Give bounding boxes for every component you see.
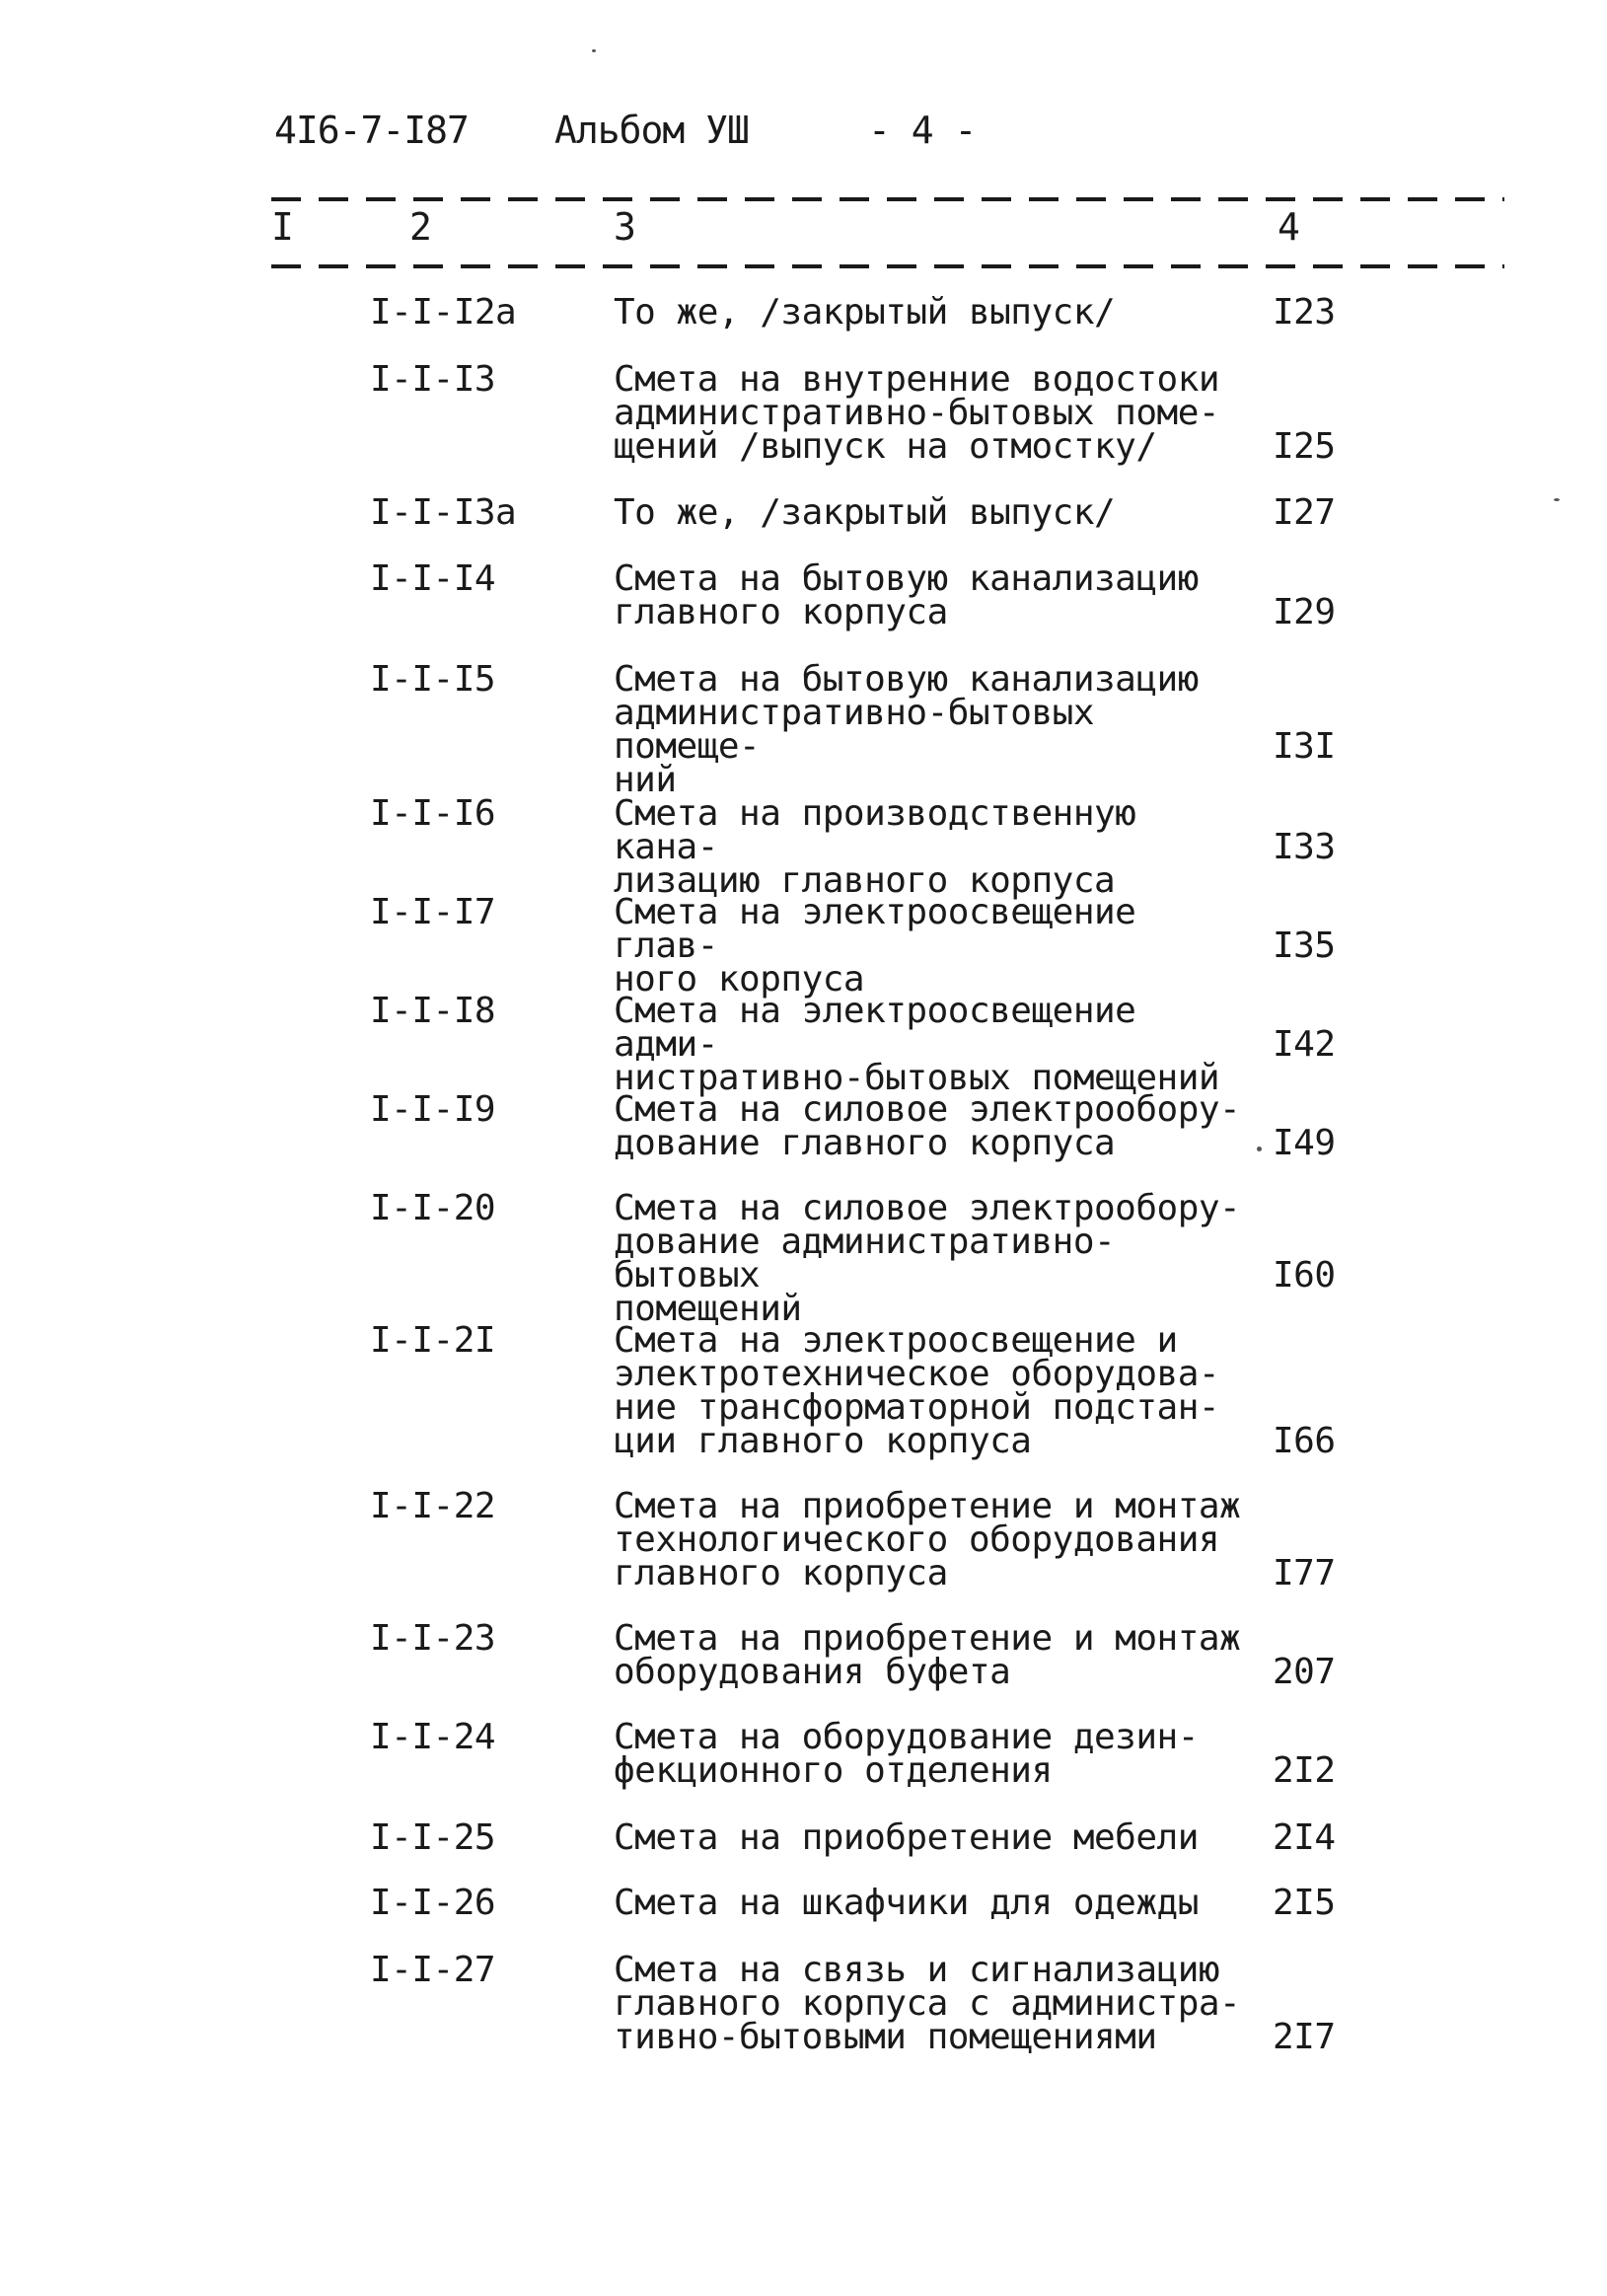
row-description: Смета на шкафчики для одежды — [614, 1883, 1199, 1923]
row-page: I60 — [1273, 1255, 1336, 1296]
row-page: 207 — [1273, 1652, 1336, 1692]
row-description: Смета на связь и сигнализацию главного корпуса с администра- тивно-бытовыми помещениями — [614, 1950, 1241, 2057]
row-description: Смета на силовое электрообору- дование главного корпуса — [614, 1089, 1241, 1163]
table-row — [0, 1817, 1607, 1858]
row-code: I-I-I4 — [370, 558, 496, 599]
row-description: Смета на приобретение и монтаж технологического оборудования главного корпуса — [614, 1486, 1241, 1593]
table-row — [0, 1089, 1607, 1163]
column-2-header: 2 — [409, 205, 432, 249]
table-row — [0, 1320, 1607, 1461]
table-row — [0, 492, 1607, 533]
row-code: I-I-I6 — [370, 793, 496, 834]
row-page: I35 — [1273, 926, 1336, 966]
table-row — [0, 1486, 1607, 1593]
row-code: I-I-I7 — [370, 892, 496, 932]
column-4-header: 4 — [1278, 205, 1300, 249]
row-code: I-I-27 — [370, 1950, 496, 1990]
row-description: Смета на оборудование дезин- фекционного отделения — [614, 1717, 1199, 1791]
row-page: I23 — [1273, 292, 1336, 333]
table-row — [0, 1717, 1607, 1791]
row-page: I42 — [1273, 1024, 1336, 1065]
table-row — [0, 1618, 1607, 1692]
table-row — [0, 793, 1607, 901]
scan-speck — [1257, 1147, 1262, 1151]
row-code: I-I-I5 — [370, 659, 496, 700]
row-description: Смета на электроосвещение и электротехническое оборудова- ние трансформаторной подстан- ции главного корпуса — [614, 1320, 1220, 1461]
row-page: I33 — [1273, 827, 1336, 867]
row-code: I-I-I3а — [370, 492, 517, 533]
row-description: Смета на приобретение мебели — [614, 1817, 1199, 1858]
row-description: Смета на электроосвещение глав- ного корпуса — [614, 892, 1136, 1000]
table-row — [0, 359, 1607, 467]
column-1-header: I — [271, 205, 294, 249]
row-page: I3I — [1273, 726, 1336, 767]
table-top-rule — [271, 197, 1504, 201]
row-page: I29 — [1273, 592, 1336, 632]
table-row — [0, 991, 1607, 1098]
table-row — [0, 892, 1607, 1000]
row-description: Смета на бытовую канализацию главного корпуса — [614, 558, 1199, 632]
table-row — [0, 1188, 1607, 1329]
row-page: I77 — [1273, 1553, 1336, 1593]
row-code: I-I-22 — [370, 1486, 496, 1526]
row-code: I-I-I8 — [370, 991, 496, 1031]
scan-speck — [1554, 498, 1560, 501]
row-code: I-I-25 — [370, 1817, 496, 1858]
row-description: То же, /закрытый выпуск/ — [614, 292, 1116, 333]
row-description: Смета на силовое электрообору- дование административно-бытовых помещений — [614, 1188, 1241, 1329]
table-header-rule — [271, 264, 1504, 268]
table-row — [0, 1883, 1607, 1923]
row-page: 2I5 — [1273, 1883, 1336, 1923]
document-number: 4I6-7-I87 — [274, 109, 469, 152]
row-code: I-I-20 — [370, 1188, 496, 1228]
row-code: I-I-I9 — [370, 1089, 496, 1130]
row-page: I49 — [1273, 1123, 1336, 1163]
row-page: 2I4 — [1273, 1817, 1336, 1858]
row-page: I66 — [1273, 1421, 1336, 1461]
row-code: I-I-23 — [370, 1618, 496, 1659]
album-label: Альбом УШ — [554, 109, 749, 152]
table-row — [0, 292, 1607, 333]
row-code: I-I-24 — [370, 1717, 496, 1757]
row-description: Смета на приобретение и монтаж оборудования буфета — [614, 1618, 1241, 1692]
row-page: I27 — [1273, 492, 1336, 533]
row-page: 2I2 — [1273, 1750, 1336, 1791]
row-description: Смета на бытовую канализацию административно-бытовых помеще- ний — [614, 659, 1199, 800]
page-number: - 4 - — [868, 109, 977, 152]
row-code: I-I-2I — [370, 1320, 496, 1361]
column-3-header: 3 — [614, 205, 636, 249]
table-row — [0, 558, 1607, 632]
row-description: Смета на внутренние водостоки административно-бытовых поме- щений /выпуск на отмостку/ — [614, 359, 1220, 467]
table-row — [0, 1950, 1607, 2057]
row-description: Смета на производственную кана- лизацию главного корпуса — [614, 793, 1136, 901]
row-page: 2I7 — [1273, 2017, 1336, 2057]
row-code: I-I-I3 — [370, 359, 496, 400]
row-description: Смета на электроосвещение адми- нистративно-бытовых помещений — [614, 991, 1220, 1098]
row-page: I25 — [1273, 426, 1336, 467]
table-row — [0, 659, 1607, 800]
row-code: I-I-26 — [370, 1883, 496, 1923]
row-description: То же, /закрытый выпуск/ — [614, 492, 1116, 533]
row-code: I-I-I2а — [370, 292, 517, 333]
scan-speck — [592, 49, 596, 52]
